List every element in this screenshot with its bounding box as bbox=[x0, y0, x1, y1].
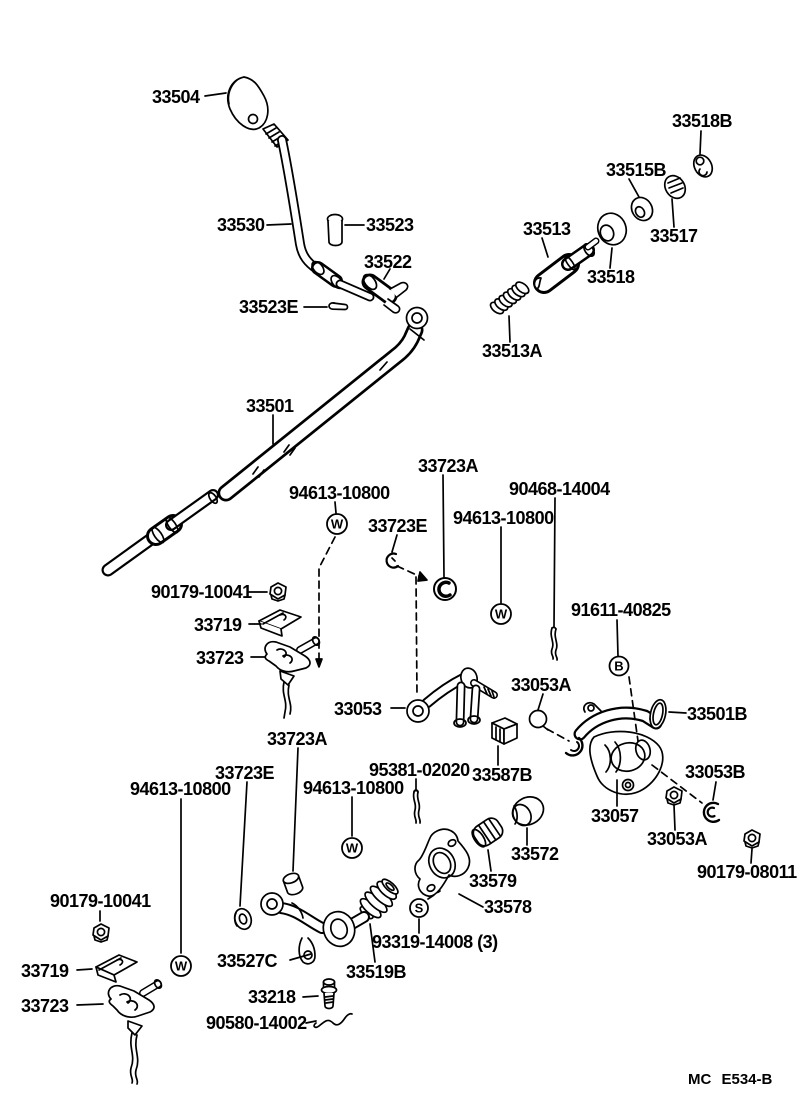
part-number-33723a: 33723A bbox=[418, 456, 479, 476]
washer-symbol-2-letter: W bbox=[494, 606, 508, 622]
part-number-33523e: 33523E bbox=[239, 297, 299, 317]
plug-33518b-drawing bbox=[690, 152, 716, 180]
part-number-90179-10041: 90179-10041 bbox=[151, 582, 252, 602]
part-number-33515b: 33515B bbox=[606, 160, 667, 180]
nut-90179-08011-drawing bbox=[744, 830, 760, 848]
part-number-33530: 33530 bbox=[217, 215, 265, 235]
part-number-93319-14008: 93319-14008 (3) bbox=[372, 932, 498, 952]
part-number-33518b: 33518B bbox=[672, 111, 733, 131]
cotter-pin-90468-drawing bbox=[551, 627, 557, 660]
part-number-33587b: 33587B bbox=[472, 765, 533, 785]
lock-pin-33723-2-drawing bbox=[108, 979, 162, 1084]
part-number-33501: 33501 bbox=[246, 396, 294, 416]
shift-knob-drawing bbox=[228, 77, 268, 129]
part-number-91611-40825: 91611-40825 bbox=[571, 600, 671, 620]
screw-symbol-letter: S bbox=[414, 900, 424, 916]
part-number-33517: 33517 bbox=[650, 226, 698, 246]
part-number-33527c: 33527C bbox=[217, 951, 278, 971]
part-number-33519b: 33519B bbox=[346, 962, 407, 982]
part-number-33578: 33578 bbox=[484, 897, 532, 917]
part-number-33523: 33523 bbox=[366, 215, 414, 235]
pin-95381-drawing bbox=[414, 790, 421, 823]
part-number-90179-10041-2: 90179-10041 bbox=[50, 891, 151, 911]
part-number-33572: 33572 bbox=[511, 844, 559, 864]
part-number-90580-14002: 90580-14002 bbox=[206, 1013, 307, 1033]
part-number-33513a: 33513A bbox=[482, 341, 543, 361]
pin-33523e-drawing bbox=[329, 303, 348, 310]
washer-symbol-1-letter: W bbox=[330, 516, 344, 532]
shift-lever-drawing bbox=[263, 124, 370, 297]
arm-33053-drawing bbox=[407, 666, 494, 727]
wire-90580-drawing bbox=[314, 1014, 352, 1028]
part-number-33522: 33522 bbox=[364, 252, 412, 272]
part-number-94613-10800-4: 94613-10800 bbox=[303, 778, 404, 798]
cring-33053b-drawing bbox=[704, 803, 719, 822]
cap-33579-drawing bbox=[469, 815, 506, 850]
clip-33723e-drawing bbox=[387, 554, 398, 568]
part-number-33723e-3: 33723E bbox=[215, 763, 275, 783]
bushing-33518-drawing bbox=[593, 209, 630, 249]
washer-symbol-3 bbox=[342, 838, 362, 858]
bolt-33218-drawing bbox=[322, 979, 337, 1009]
nut-90179-10041-drawing bbox=[270, 583, 286, 601]
spring-33513a-drawing bbox=[489, 280, 531, 316]
figure-code: MC E534-B bbox=[688, 1071, 773, 1088]
lock-pin-33723-drawing bbox=[265, 636, 321, 718]
part-number-33723a-2: 33723A bbox=[267, 729, 328, 749]
part-number-33723: 33723 bbox=[196, 648, 244, 668]
part-number-33723e-2: 33723E bbox=[368, 516, 428, 536]
part-number-33719-2: 33719 bbox=[21, 961, 69, 981]
part-number-90179-08011: 90179-08011 bbox=[697, 862, 797, 882]
part-number-33501b: 33501B bbox=[687, 704, 748, 724]
washer-symbol-3-letter: W bbox=[345, 840, 359, 856]
screw-symbol bbox=[410, 899, 428, 917]
grommet-33723a-drawing bbox=[434, 578, 456, 600]
part-number-33504: 33504 bbox=[152, 87, 200, 107]
part-number-33723-2: 33723 bbox=[21, 996, 69, 1016]
clip-33719-2-drawing bbox=[96, 955, 137, 982]
washer-symbol-1 bbox=[327, 514, 347, 534]
washer-33515b-drawing bbox=[627, 194, 656, 225]
part-number-33053a-2: 33053A bbox=[647, 829, 708, 849]
part-number-90468-14004: 90468-14004 bbox=[509, 479, 610, 499]
part-number-labels bbox=[21, 87, 797, 1033]
part-number-94613-10800-3: 94613-10800 bbox=[130, 779, 231, 799]
cap-33572-drawing bbox=[508, 792, 549, 831]
plate-33578-drawing bbox=[415, 829, 470, 896]
part-number-33218: 33218 bbox=[248, 987, 296, 1007]
bracket-33057-drawing bbox=[566, 703, 663, 794]
bushing-33723a-2-drawing bbox=[282, 871, 304, 896]
bolt-symbol bbox=[610, 657, 629, 676]
washer-symbol-4-letter: W bbox=[174, 958, 188, 974]
pin-33523-drawing bbox=[328, 215, 343, 246]
washer-33723e-2-drawing bbox=[232, 907, 254, 932]
part-number-33719: 33719 bbox=[194, 615, 242, 635]
oring-33501b-drawing bbox=[648, 698, 669, 729]
part-number-33057: 33057 bbox=[591, 806, 639, 826]
bolt-symbol-letter: B bbox=[614, 658, 624, 674]
part-number-33518: 33518 bbox=[587, 267, 635, 287]
part-number-33053a: 33053A bbox=[511, 675, 572, 695]
part-number-94613-10800: 94613-10800 bbox=[289, 483, 390, 503]
ball-33053a-drawing bbox=[530, 711, 549, 731]
nut-33053a-2-drawing bbox=[666, 787, 682, 805]
part-number-33053b: 33053B bbox=[685, 762, 746, 782]
part-number-33053: 33053 bbox=[334, 699, 382, 719]
washer-symbol-4 bbox=[171, 956, 191, 976]
nut-90179-10041-2-drawing bbox=[93, 924, 109, 942]
part-number-94613-10800-2: 94613-10800 bbox=[453, 508, 554, 528]
part-number-95381-02020: 95381-02020 bbox=[369, 760, 470, 780]
part-number-33579: 33579 bbox=[469, 871, 517, 891]
washer-symbol-2 bbox=[491, 604, 511, 624]
part-number-33513: 33513 bbox=[523, 219, 571, 239]
dashed-arrowheads bbox=[316, 572, 427, 667]
cube-33587b-drawing bbox=[492, 718, 517, 744]
clip-33719-drawing bbox=[259, 610, 301, 636]
